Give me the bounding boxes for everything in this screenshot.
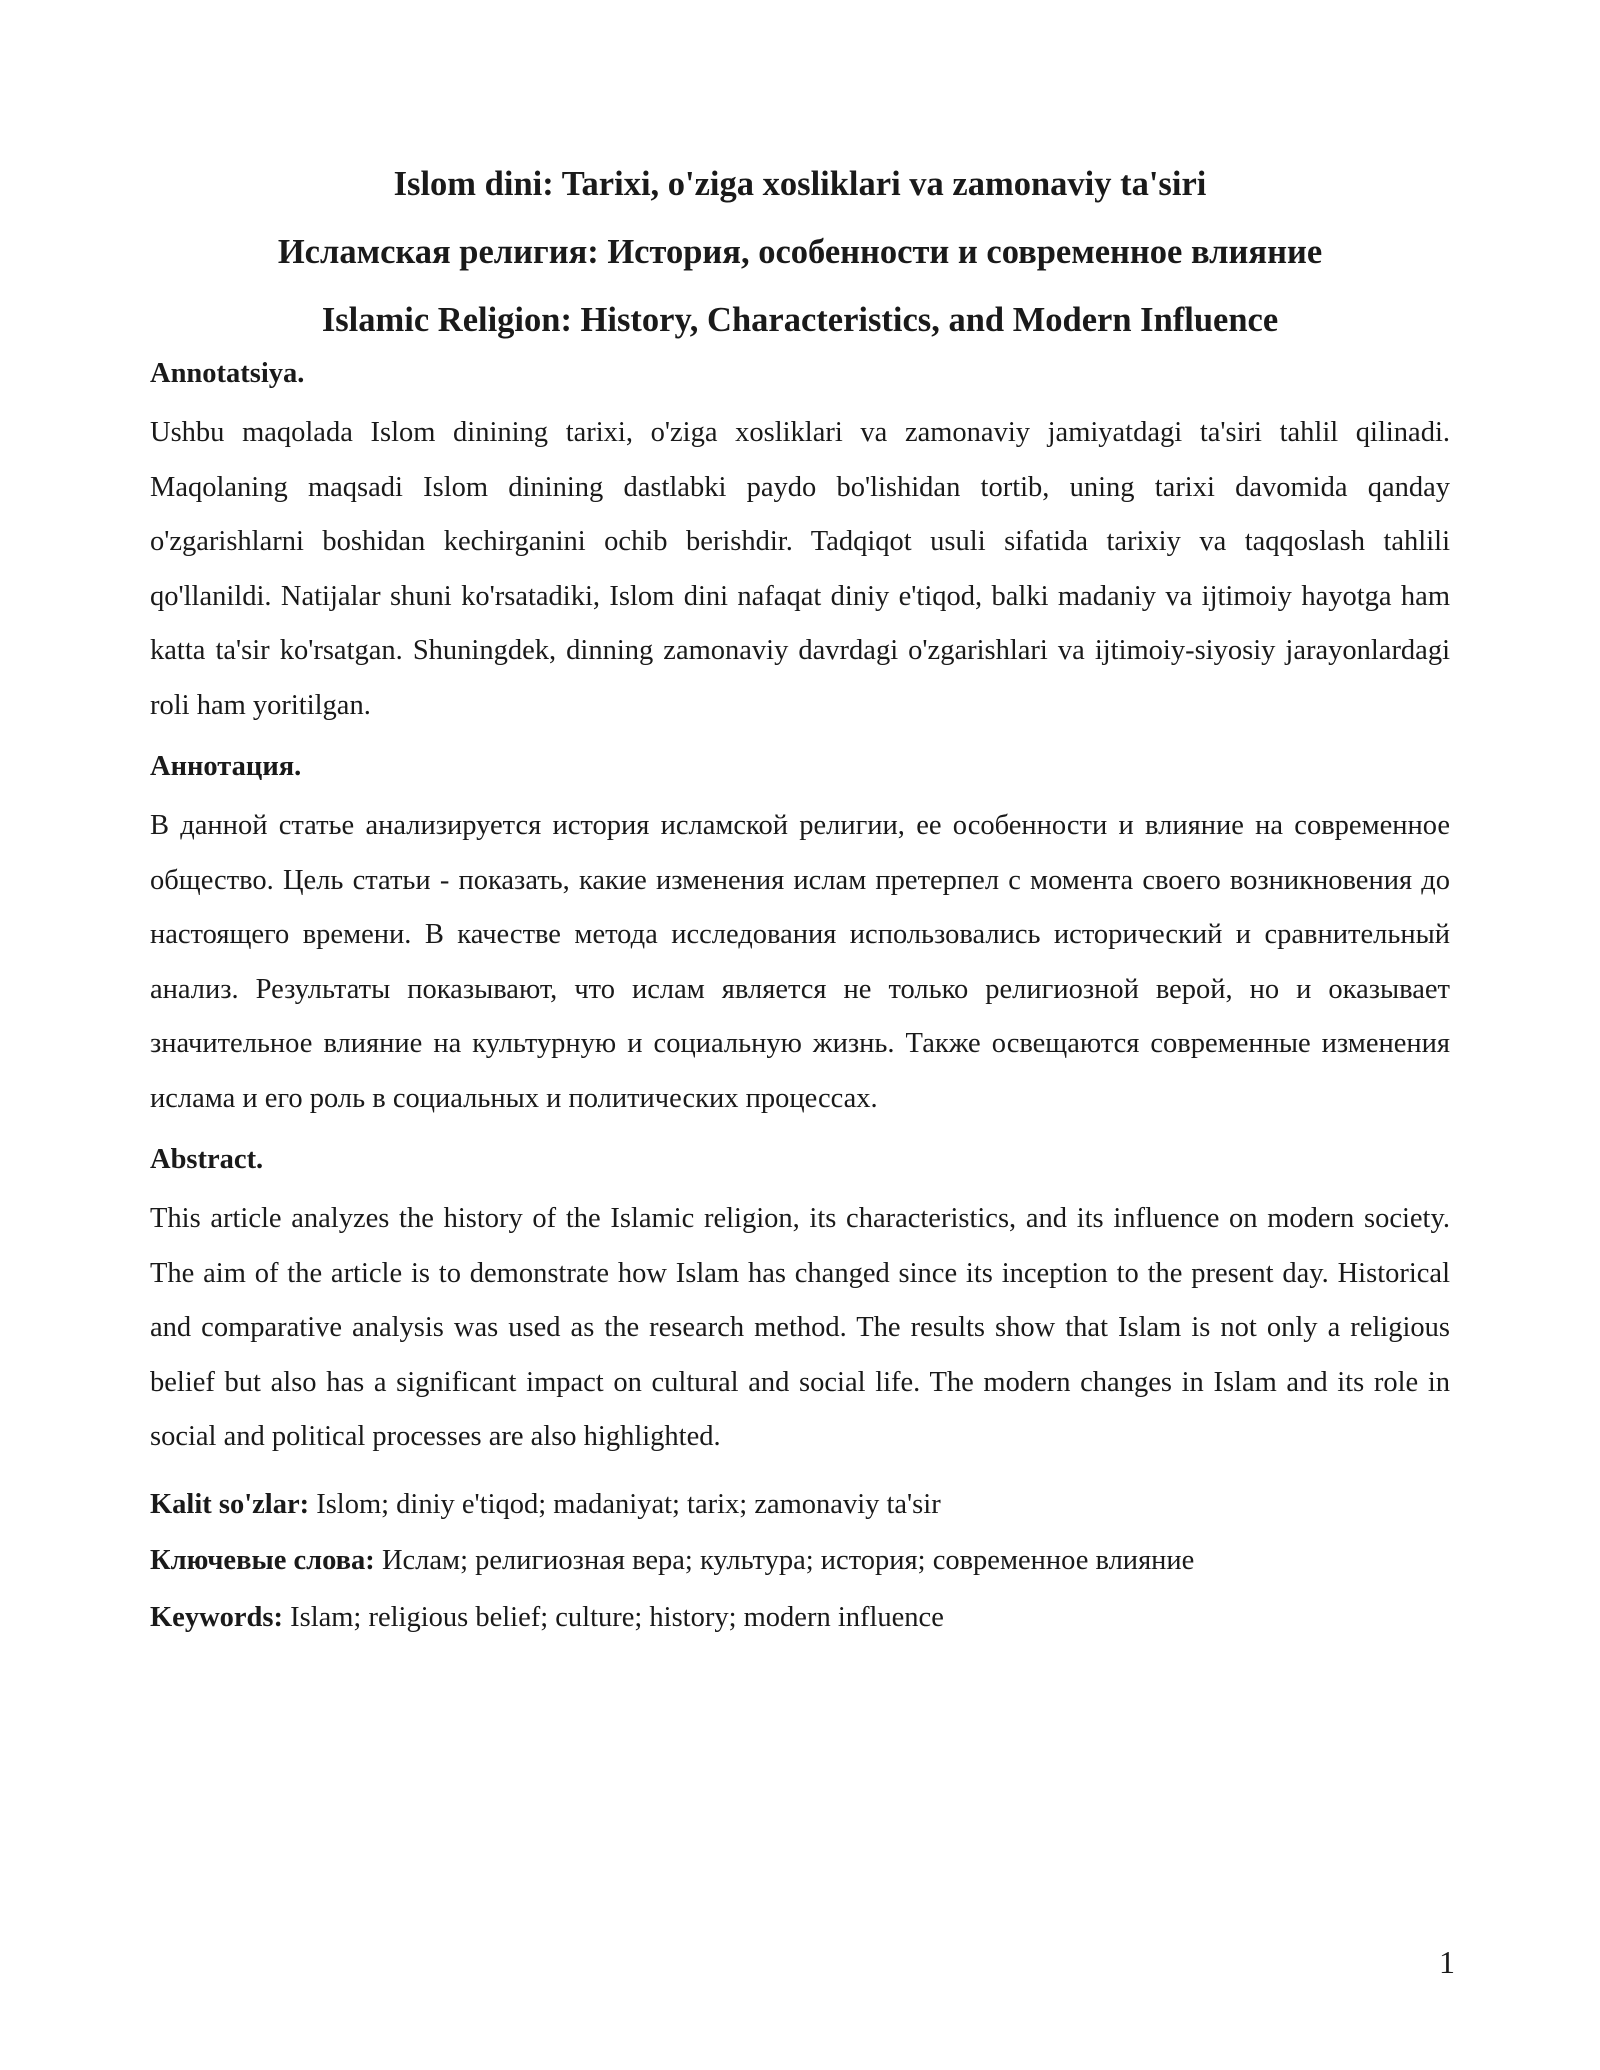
keywords-russian-label: Ключевые слова: [150,1545,375,1576]
abstract-uzbek-text: Ushbu maqolada Islom dinining tarixi, o'ziga xosliklari va zamonaviy jamiyatdagi ta'siri tahlil qilinadi. Maqolaning maqsadi Islom dinining dastlabki paydo bo'lishidan tortib, uning tarixi davomida qanday o'zgarishlarni boshidan kechirganini ochib berishdir. Tadqiqot usuli sifatida tarixiy va taqqoslash tahlili qo'llanildi. Natijalar shuni ko'rsatadiki, Islom dini nafaqat diniy e'tiqod, balki madaniy va ijtimoiy hayotga ham katta ta'sir ko'rsatgan. Shuningdek, dinning zamonaviy davrdagi o'zgarishlari va ijtimoiy-siyosiy jarayonlardagi roli ham yoritilgan. [150,417,1450,721]
keywords-uzbek [150,1477,1450,1534]
keywords-uzbek-label: Kalit so'zlar: [150,1488,310,1520]
keywords-uzbek-value: Islom; diniy e'tiqod; madaniyat; tarix; zamonaviy ta'sir [309,1488,941,1520]
title-russian: Исламская религия: История, особенности и современное влияние [277,233,1323,271]
abstract-uzbek-heading: Annotatsiya. [150,358,305,389]
keywords-english-value: Islam; religious belief; culture; history; modern influence [282,1601,944,1633]
keywords-section [150,1477,1450,1647]
abstract-english-section [150,1138,1450,1465]
title-block [0,150,1600,354]
keywords-russian [150,1533,1450,1590]
abstract-english-text: This article analyzes the history of the Islamic religion, its characteristics, and its influence on modern society. The aim of the article is to demonstrate how Islam has changed since its inception to the present day. Historical and comparative analysis was used as the research method. The results show that Islam is not only a religious belief but also has a significant impact on cultural and social life. The modern changes in Islam and its role in social and political processes are also highlighted. [150,1203,1450,1452]
abstract-russian-heading: Аннотация. [150,751,302,782]
abstract-uzbek-section [150,352,1450,733]
page-number: 1 [1439,1944,1455,1980]
abstract-english-heading: Abstract. [150,1144,264,1175]
title-english: Islamic Religion: History, Characteristics, and Modern Influence [321,301,1279,339]
abstract-russian-section [150,745,1450,1126]
keywords-russian-value: Ислам; религиозная вера; культура; история; современное влияние [374,1545,1195,1576]
abstract-russian-text: В данной статье анализируется история исламской религии, ее особенности и влияние на современное общество. Цель статьи - показать, какие изменения ислам претерпел с момента своего возникновения до настоящего времени. В качестве метода исследования использовались исторический и сравнительный анализ. Результаты показывают, что ислам является не только религиозной верой, но и оказывает значительное влияние на культурную и социальную жизнь. Также освещаются современные изменения ислама и его роль в социальных и политических процессах. [150,810,1450,1114]
title-uzbek: Islom dini: Tarixi, o'ziga xosliklari va zamonaviy ta'siri [393,165,1207,203]
abstract-content [150,352,1450,1646]
keywords-english [150,1590,1450,1647]
keywords-english-label: Keywords: [150,1601,283,1633]
